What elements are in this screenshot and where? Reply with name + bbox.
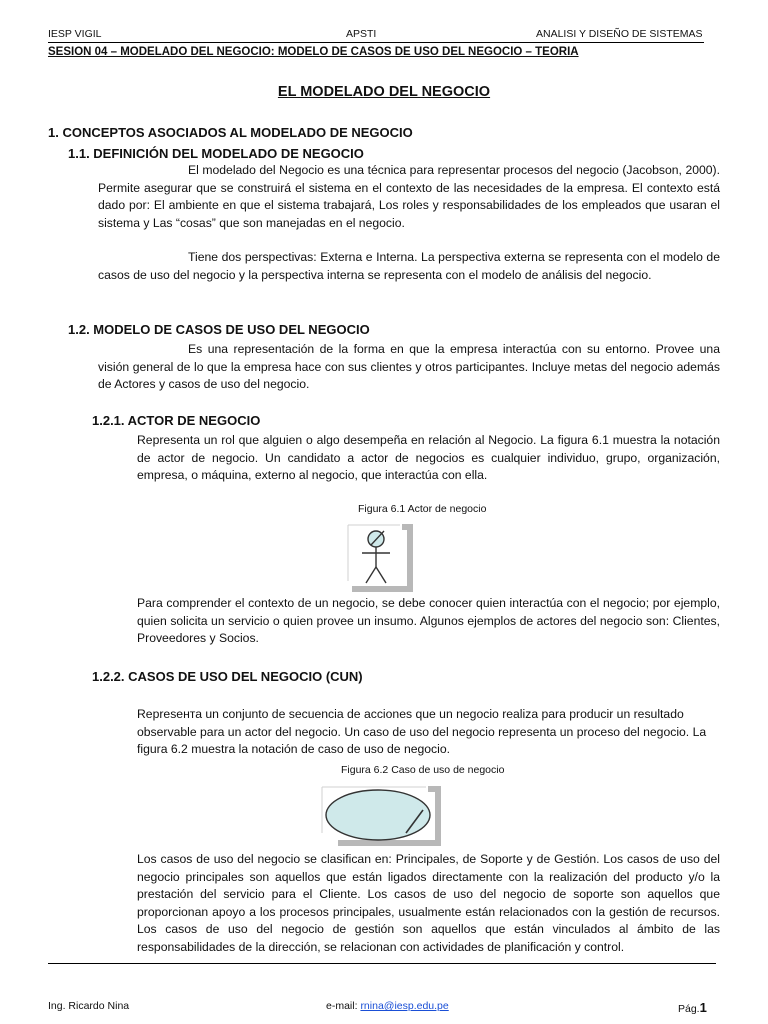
paragraph: El modelado del Negocio es una técnica para representar procesos del negocio (Jacobson, 2000). Permite asegurar que se construirá el sistema en el contexto de las necesidades de la empresa. El contexto está dado por: El ambiente en que el sistema trabajará, Los roles y responsabilidades de los empleados que usaran el sistema y Las “cosas” que son manejadas en el negocio. — [98, 163, 720, 230]
footer-page — [678, 1000, 707, 1015]
footer-author: Ing. Ricardo Nina — [48, 1000, 130, 1012]
email-link[interactable]: rnina@iesp.edu.pe — [360, 1000, 449, 1012]
business-actor-figure — [344, 521, 416, 593]
paragraph: Los casos de uso del negocio se clasifican en: Principales, de Soporte y de Gestión. Los casos de uso del negocio principales son aquellos que están ligados directamente con la realización del producto y/o la prestación del servicio para el Cliente. Los casos de uso del negocio de soporte son aquellos que proporcionan apoyo a los procesos principales, usualmente están relacionados con la gestión de recursos. Los casos de uso del negocio de gestión son aquellos que están vinculados al ámbito de las responsabilidades de la dirección, se relacionan con actividades de planificación y control. — [137, 852, 720, 954]
paragraph: Tiene dos perspectivas: Externa e Interna. La perspectiva externa se representa con el modelo de casos de uso del negocio y la perspectiva interna se representa con el modelo de análisis del negocio. — [98, 250, 720, 282]
figure-caption: Figura 6.2 Caso de uso de negocio — [341, 764, 505, 776]
section-heading: 1. CONCEPTOS ASOCIADOS AL MODELADO DE NEGOCIO — [48, 125, 413, 140]
footer-email — [326, 1000, 449, 1012]
subsection-heading: 1.2. MODELO DE CASOS DE USO DEL NEGOCIO — [68, 322, 370, 337]
subsubsection-heading: 1.2.2. CASOS DE USO DEL NEGOCIO (CUN) — [92, 669, 363, 684]
page-title: EL MODELADO DEL NEGOCIO — [277, 84, 491, 100]
paragraph: Represента un conjunto de secuencia de acciones que un negocio realiza para producir un resultado observable para un actor del negocio. Un caso de uso del negocio representa un proceso del negocio. La figura 6.2 muestra la notación de caso de uso de negocio. — [137, 707, 707, 756]
paragraph: Representa un rol que alguien o algo desempeña en relación al Negocio. La figura 6.1 muestra la notación de actor de negocio. Un candidato a actor de negocios es cualquier individuo, grupo, organización, empresa, o máquina, externo al negocio, que interactúa con ella. — [137, 433, 720, 482]
header-divider — [48, 42, 704, 43]
footer-divider — [48, 963, 716, 964]
header-program: APSTI — [346, 28, 377, 40]
page-label: Pág. — [678, 1003, 700, 1015]
header-institution: IESP VIGIL — [48, 28, 102, 40]
subsection-heading: 1.1. DEFINICIÓN DEL MODELADO DE NEGOCIO — [68, 146, 364, 161]
footer-email-label: e-mail: — [326, 1000, 361, 1012]
page-number: 1 — [699, 1000, 707, 1015]
subsubsection-heading: 1.2.1. ACTOR DE NEGOCIO — [92, 413, 261, 428]
session-title: SESION 04 – MODELADO DEL NEGOCIO: MODELO DE CASOS DE USO DEL NEGOCIO – TEORIA — [48, 46, 579, 58]
business-use-case-figure — [318, 783, 446, 847]
figure-caption: Figura 6.1 Actor de negocio — [358, 503, 487, 515]
paragraph: Es una representación de la forma en que la empresa interactúa con su entorno. Provee una visión general de lo que la empresa hace con sus clientes y otros participantes. Incluye metas del negocio además de Actores y casos de uso del negocio. — [98, 342, 720, 391]
header-course: ANALISI Y DISEÑO DE SISTEMAS — [536, 28, 703, 40]
paragraph: Para comprender el contexto de un negocio, se debe conocer quien interactúa con el negocio; por ejemplo, quien solicita un servicio o quien provee un insumo. Algunos ejemplos de actores del negocio son: Clientes, Proveedores y Socios. — [137, 596, 720, 645]
